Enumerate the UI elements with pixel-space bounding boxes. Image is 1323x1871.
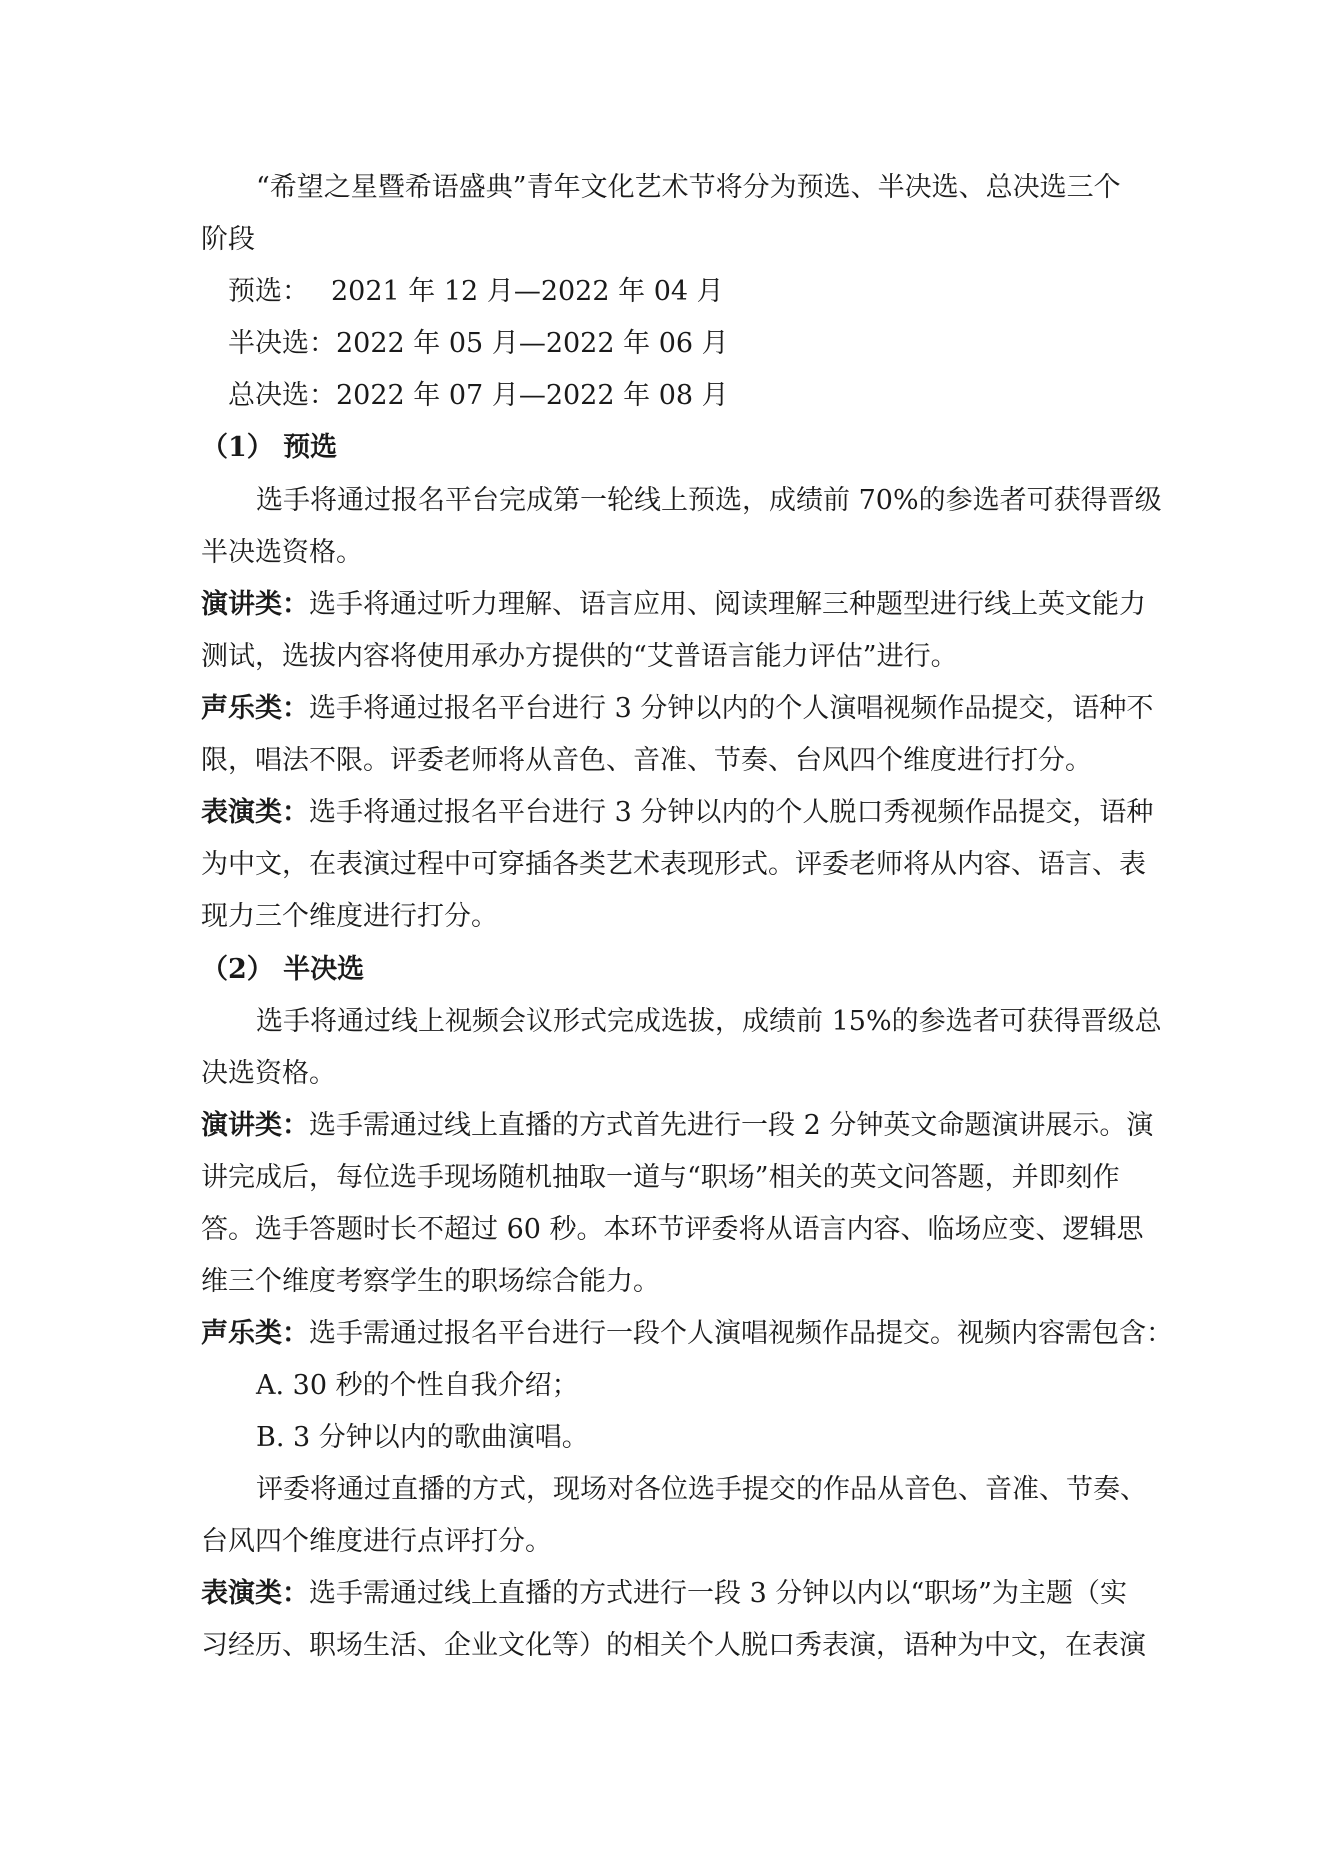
schedule-semi	[228, 326, 1323, 362]
category-label-vocal: 声乐类：	[201, 693, 309, 724]
category-label-performance: 表演类：	[201, 797, 309, 828]
list-item-a: A. 30 秒的个性自我介绍；	[256, 1370, 579, 1401]
semi-intro-line-2: 决选资格。	[201, 1058, 336, 1089]
intro-line-1: “希望之星暨希语盛典”青年文化艺术节将分为预选、半决选、总决选三个	[256, 172, 1121, 203]
schedule-label: 总决选：	[228, 380, 336, 411]
semi-judge-line-2: 台风四个维度进行点评打分。	[201, 1526, 552, 1557]
prelim-perf-line-1	[201, 795, 1154, 831]
semi-speech-line-4: 维三个维度考察学生的职场综合能力。	[201, 1266, 660, 1297]
schedule-final	[228, 378, 1323, 414]
prelim-perf-line-3: 现力三个维度进行打分。	[201, 901, 498, 932]
semi-vocal-line-1	[201, 1316, 1173, 1352]
semi-intro-line-1: 选手将通过线上视频会议形式完成选拔，成绩前 15%的参选者可获得晋级总	[256, 1006, 1162, 1037]
semi-perf-line-2: 习经历、职场生活、企业文化等）的相关个人脱口秀表演，语种为中文，在表演	[201, 1630, 1146, 1661]
schedule-range: 2022 年 05 月—2022 年 06 月	[336, 328, 729, 359]
schedule-prelim	[228, 274, 1323, 310]
semi-speech-line-2: 讲完成后，每位选手现场随机抽取一道与“职场”相关的英文问答题，并即刻作	[201, 1162, 1120, 1193]
prelim-intro-line-2: 半决选资格。	[201, 537, 363, 568]
semi-perf-line-1	[201, 1576, 1125, 1612]
section-heading-semi: （2） 半决选	[201, 954, 365, 985]
schedule-range: 2021 年 12 月—2022 年 04 月	[331, 276, 724, 307]
semi-judge-line-1: 评委将通过直播的方式，现场对各位选手提交的作品从音色、音准、节奏、	[256, 1474, 1147, 1505]
prelim-speech-line-2: 测试，选拔内容将使用承办方提供的“艾普语言能力评估”进行。	[201, 641, 958, 672]
paragraph-text: 选手需通过线上直播的方式进行一段 3 分钟以内以“职场”为主题（实	[309, 1578, 1127, 1609]
semi-speech-line-3: 答。选手答题时长不超过 60 秒。本环节评委将从语言内容、临场应变、逻辑思	[201, 1214, 1144, 1245]
prelim-vocal-line-2: 限，唱法不限。评委老师将从音色、音准、节奏、台风四个维度进行打分。	[201, 745, 1092, 776]
prelim-perf-line-2: 为中文，在表演过程中可穿插各类艺术表现形式。评委老师将从内容、语言、表	[201, 849, 1146, 880]
section-heading-prelim: （1） 预选	[201, 432, 338, 463]
category-label-performance: 表演类：	[201, 1578, 309, 1609]
paragraph-text: 选手需通过报名平台进行一段个人演唱视频作品提交。视频内容需包含：	[309, 1318, 1173, 1349]
prelim-speech-line-1	[201, 587, 1146, 623]
category-label-vocal: 声乐类：	[201, 1318, 309, 1349]
semi-speech-line-1	[201, 1108, 1154, 1144]
paragraph-text: 选手将通过报名平台进行 3 分钟以内的个人脱口秀视频作品提交，语种	[309, 797, 1154, 828]
list-item-b: B. 3 分钟以内的歌曲演唱。	[256, 1422, 589, 1453]
category-label-speech: 演讲类：	[201, 1110, 309, 1141]
prelim-vocal-line-1	[201, 691, 1154, 727]
intro-line-2: 阶段	[201, 224, 255, 255]
prelim-intro-line-1: 选手将通过报名平台完成第一轮线上预选，成绩前 70%的参选者可获得晋级	[256, 485, 1162, 516]
paragraph-text: 选手需通过线上直播的方式首先进行一段 2 分钟英文命题演讲展示。演	[309, 1110, 1154, 1141]
schedule-range: 2022 年 07 月—2022 年 08 月	[336, 380, 729, 411]
schedule-label: 预选：	[228, 276, 309, 307]
paragraph-text: 选手将通过听力理解、语言应用、阅读理解三种题型进行线上英文能力	[309, 589, 1146, 620]
category-label-speech: 演讲类：	[201, 589, 309, 620]
paragraph-text: 选手将通过报名平台进行 3 分钟以内的个人演唱视频作品提交，语种不	[309, 693, 1154, 724]
schedule-label: 半决选：	[228, 328, 336, 359]
